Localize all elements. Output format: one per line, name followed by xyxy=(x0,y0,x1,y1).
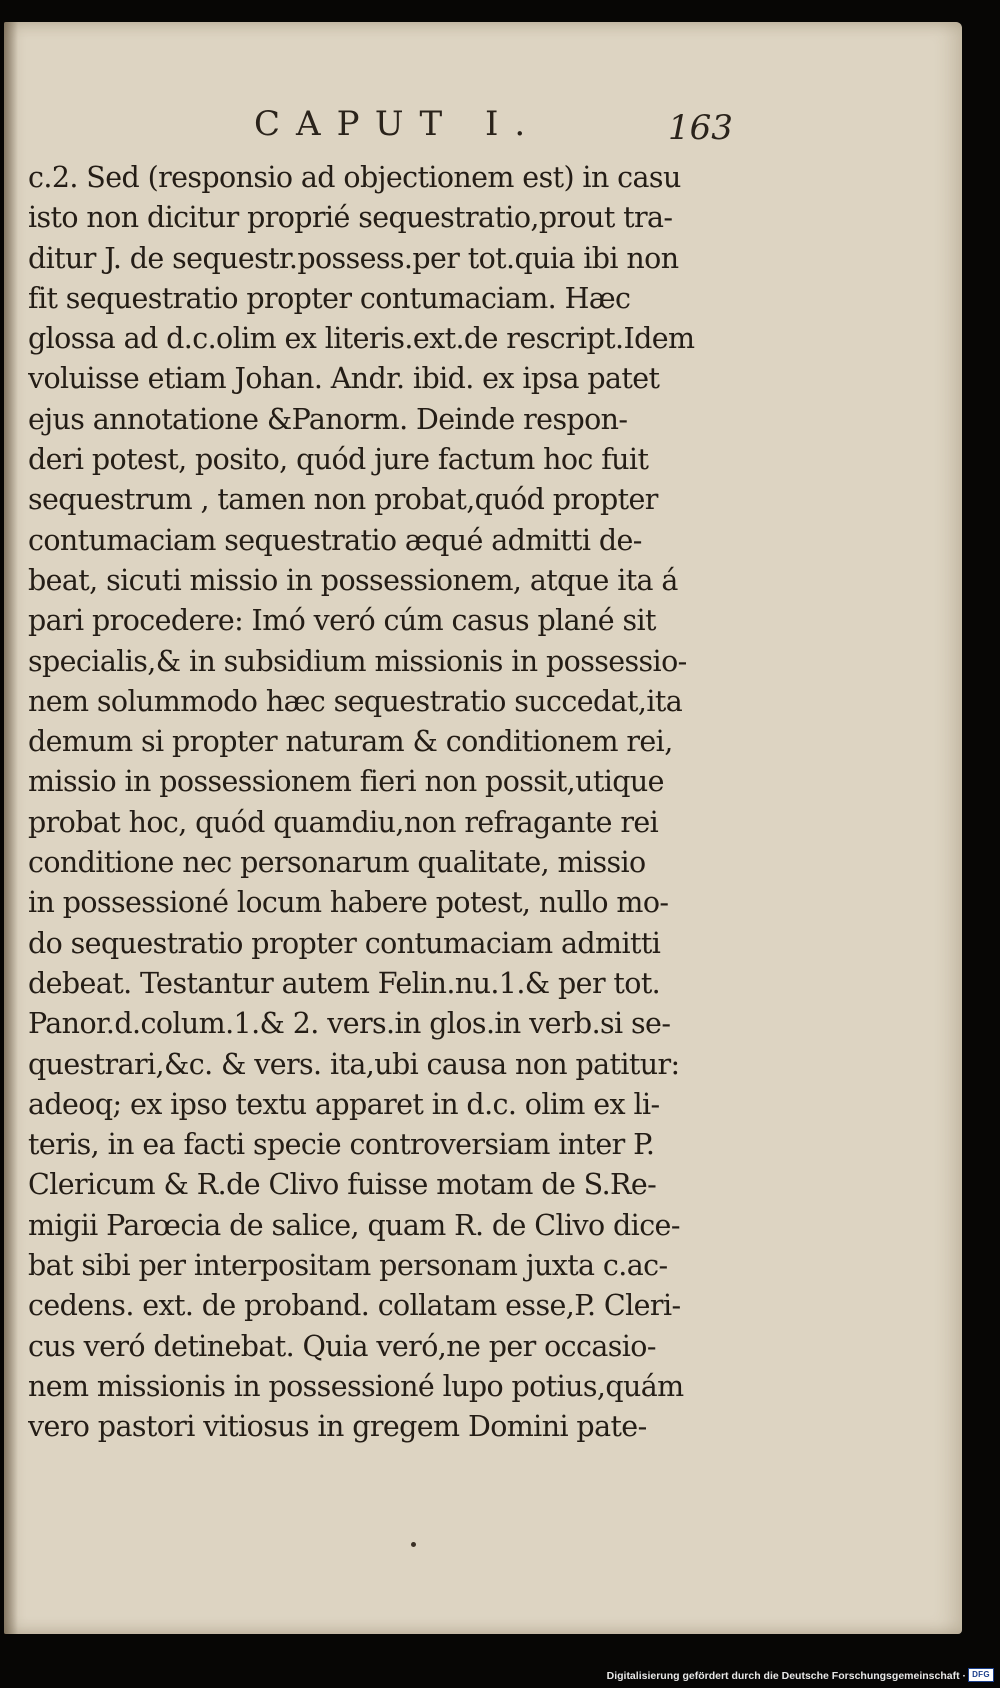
text-line: cus veró detinebat. Quia veró,ne per occasio- xyxy=(28,1329,656,1363)
text-line: sequestrum , tamen non probat,quód propter xyxy=(28,483,658,517)
text-line: nem solummodo hæc sequestratio succedat,ita xyxy=(28,684,683,718)
funding-credit: Digitalisierung gefördert durch die Deutsche Forschungsgemeinschaft · xyxy=(606,1670,966,1682)
page-number: 163 xyxy=(668,108,733,148)
text-line: bat sibi per interpositam personam juxta c.ac- xyxy=(28,1249,668,1283)
text-line: probat hoc, quód quamdiu,non refragante rei xyxy=(28,805,659,839)
text-line: glossa ad d.c.olim ex literis.ext.de rescript.Idem xyxy=(28,322,695,356)
text-line: questrari,&c. & vers. ita,ubi causa non patitur: xyxy=(28,1047,680,1081)
text-line: adeoq; ex ipso textu apparet in d.c. olim ex li- xyxy=(28,1087,660,1121)
text-line: do sequestratio propter contumaciam admitti xyxy=(28,926,661,960)
text-line: migii Parœcia de salice, quam R. de Clivo dice- xyxy=(28,1208,680,1242)
text-line: nem missionis in possessioné lupo potius,quám xyxy=(28,1369,684,1403)
text-line: Clericum & R.de Clivo fuisse motam de S.Re- xyxy=(28,1168,657,1202)
text-line: in possessioné locum habere potest, nullo mo- xyxy=(28,886,669,920)
text-line: specialis,& in subsidium missionis in possessio- xyxy=(28,644,687,678)
text-line: teris, in ea facti specie controversiam inter P. xyxy=(28,1128,655,1162)
text-line: fit sequestratio propter contumaciam. Hæc xyxy=(28,281,631,315)
body-text xyxy=(28,158,718,1448)
text-line: missio in possessionem fieri non possit,utique xyxy=(28,765,664,799)
text-line: debeat. Testantur autem Felin.nu.1.& per tot. xyxy=(28,966,661,1000)
text-line: isto non dicitur proprié sequestratio,prout tra- xyxy=(28,201,673,235)
dfg-logo-icon: DFG xyxy=(968,1668,994,1682)
text-line: ditur J. de sequestr.possess.per tot.quia ibi non xyxy=(28,241,679,275)
text-line: demum si propter naturam & conditionem rei, xyxy=(28,725,673,759)
text-line: vero pastori vitiosus in gregem Domini pate- xyxy=(28,1410,647,1444)
running-head: CAPUT I. xyxy=(254,104,542,144)
text-line: voluisse etiam Johan. Andr. ibid. ex ipsa patet xyxy=(28,362,660,396)
book-page xyxy=(4,22,962,1634)
text-line: contumaciam sequestratio æqué admitti de- xyxy=(28,523,642,557)
text-line: deri potest, posito, quód jure factum hoc fuit xyxy=(28,443,649,477)
text-line: Panor.d.colum.1.& 2. vers.in glos.in verb.si se- xyxy=(28,1007,671,1041)
text-line: beat, sicuti missio in possessionem, atque ita á xyxy=(28,563,678,597)
text-line: conditione nec personarum qualitate, missio xyxy=(28,846,646,880)
text-line: ejus annotatione &Panorm. Deinde respon- xyxy=(28,402,628,436)
paper-speck xyxy=(411,1542,416,1547)
text-line: pari procedere: Imó veró cúm casus plané sit xyxy=(28,604,656,638)
text-line: cedens. ext. de proband. collatam esse,P. Cleri- xyxy=(28,1289,681,1323)
text-line: c.2. Sed (responsio ad objectionem est) in casu xyxy=(28,161,681,194)
